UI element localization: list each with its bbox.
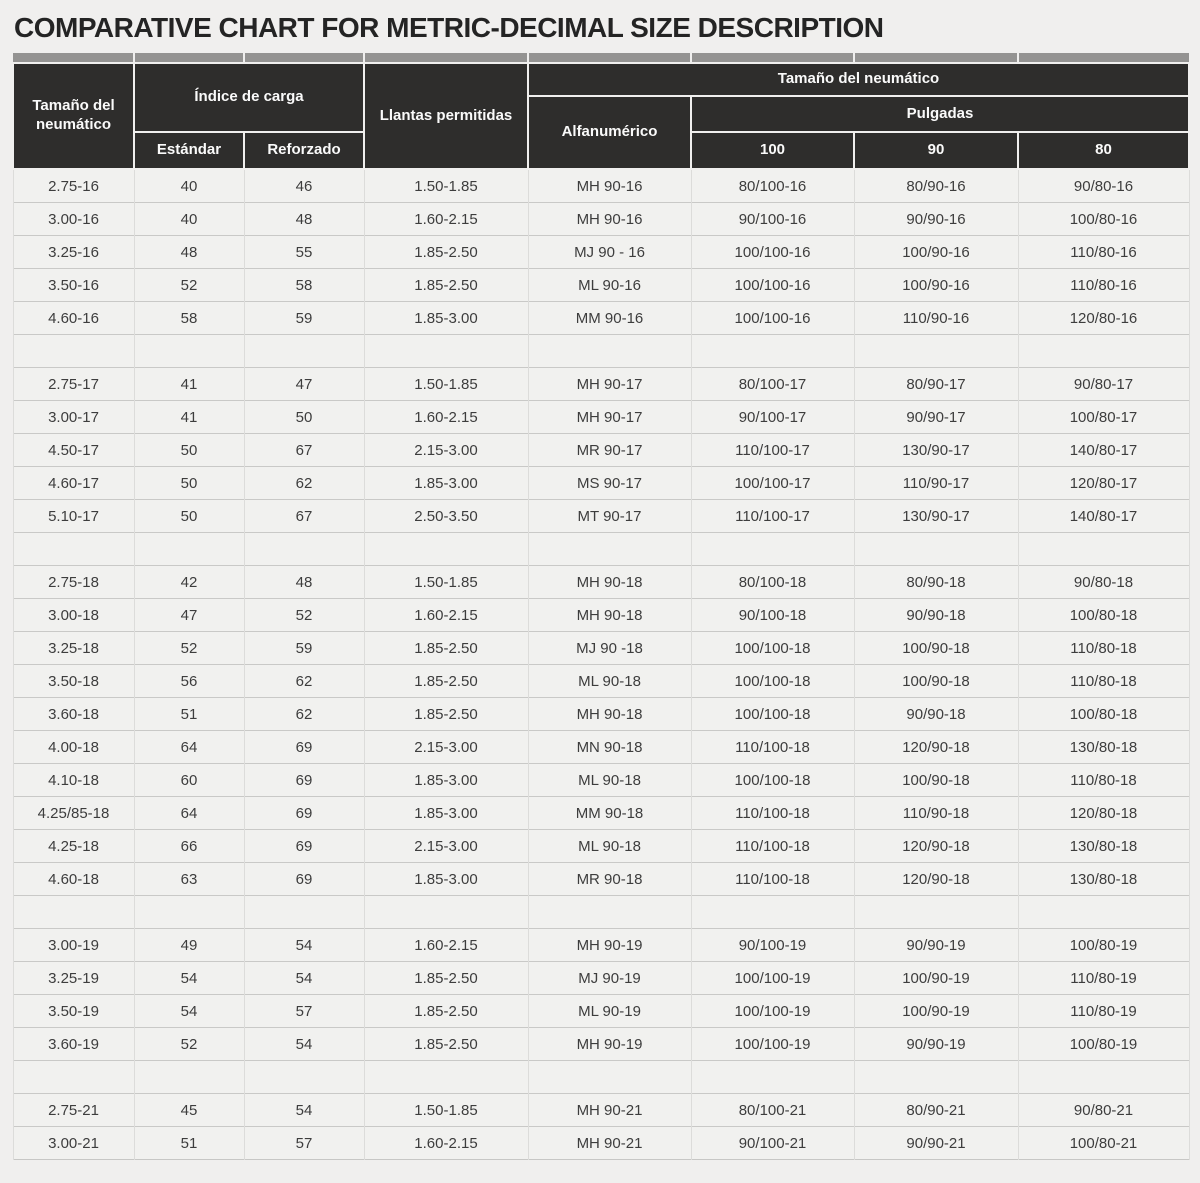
cell: 1.60-2.15 (364, 599, 528, 632)
cell: 100/80-19 (1018, 929, 1189, 962)
cell: 51 (134, 698, 244, 731)
cell: ML 90-18 (528, 665, 691, 698)
cell: 54 (244, 929, 364, 962)
spacer-cell (1018, 1061, 1189, 1094)
cell: 64 (134, 797, 244, 830)
spacer-cell (134, 1061, 244, 1094)
cell: 110/80-18 (1018, 764, 1189, 797)
cell: 40 (134, 203, 244, 236)
cell: 69 (244, 797, 364, 830)
spacer-cell (13, 335, 134, 368)
cell: 1.85-3.00 (364, 467, 528, 500)
cell: 100/80-18 (1018, 599, 1189, 632)
cell: 140/80-17 (1018, 500, 1189, 533)
table-row (13, 797, 1189, 830)
header-row-1 (13, 63, 1189, 96)
cell: 80/90-16 (854, 169, 1018, 203)
cell: 100/80-18 (1018, 698, 1189, 731)
cell: 90/90-19 (854, 929, 1018, 962)
cell: 2.15-3.00 (364, 434, 528, 467)
cell: 100/100-17 (691, 467, 854, 500)
cell: 1.85-3.00 (364, 797, 528, 830)
cell: 100/100-19 (691, 1028, 854, 1061)
spacer-cell (244, 335, 364, 368)
spacer-cell (1018, 533, 1189, 566)
cell: 80/90-17 (854, 368, 1018, 401)
cell: 120/90-18 (854, 731, 1018, 764)
cell: 90/90-18 (854, 599, 1018, 632)
cell: MH 90-21 (528, 1127, 691, 1160)
table-row (13, 1028, 1189, 1061)
spacer-cell (691, 335, 854, 368)
cell: 80/90-18 (854, 566, 1018, 599)
cell: 90/100-18 (691, 599, 854, 632)
table-row (13, 434, 1189, 467)
cell: 5.10-17 (13, 500, 134, 533)
cell: 1.50-1.85 (364, 368, 528, 401)
top-strip-cell (528, 53, 691, 63)
cell: 2.75-21 (13, 1094, 134, 1127)
col-header-inch-80: 80 (1018, 132, 1189, 169)
cell: 48 (244, 203, 364, 236)
cell: 1.85-2.50 (364, 632, 528, 665)
cell: 60 (134, 764, 244, 797)
cell: 3.50-19 (13, 995, 134, 1028)
top-strip-cell (134, 53, 244, 63)
col-header-tire-size-left: Tamaño del neumático (13, 63, 134, 169)
cell: 1.85-2.50 (364, 236, 528, 269)
cell: ML 90-18 (528, 830, 691, 863)
top-strip-cell (854, 53, 1018, 63)
cell: 130/90-17 (854, 434, 1018, 467)
cell: 1.85-2.50 (364, 962, 528, 995)
cell: 90/90-17 (854, 401, 1018, 434)
spacer-cell (134, 335, 244, 368)
table-row (13, 1127, 1189, 1160)
cell: 90/100-17 (691, 401, 854, 434)
cell: 54 (244, 962, 364, 995)
cell: 3.50-18 (13, 665, 134, 698)
cell: 3.25-18 (13, 632, 134, 665)
cell: 62 (244, 698, 364, 731)
cell: MH 90-17 (528, 401, 691, 434)
cell: 80/100-17 (691, 368, 854, 401)
cell: 100/80-21 (1018, 1127, 1189, 1160)
cell: MT 90-17 (528, 500, 691, 533)
cell: 49 (134, 929, 244, 962)
comparative-size-table (12, 53, 1190, 1160)
cell: 3.00-17 (13, 401, 134, 434)
cell: 59 (244, 302, 364, 335)
cell: 40 (134, 169, 244, 203)
cell: 1.50-1.85 (364, 566, 528, 599)
cell: 100/100-16 (691, 236, 854, 269)
spacer-cell (13, 533, 134, 566)
col-header-inch-90: 90 (854, 132, 1018, 169)
table-row (13, 995, 1189, 1028)
cell: 54 (134, 995, 244, 1028)
table-row (13, 302, 1189, 335)
cell: MH 90-18 (528, 566, 691, 599)
spacer-cell (1018, 896, 1189, 929)
spacer-cell (691, 1061, 854, 1094)
cell: 80/90-21 (854, 1094, 1018, 1127)
cell: 69 (244, 830, 364, 863)
cell: 110/80-19 (1018, 995, 1189, 1028)
col-header-inch-100: 100 (691, 132, 854, 169)
spacer-cell (244, 1061, 364, 1094)
table-row (13, 368, 1189, 401)
cell: 100/100-19 (691, 995, 854, 1028)
col-header-reinforced: Reforzado (244, 132, 364, 169)
cell: 90/100-19 (691, 929, 854, 962)
table-row (13, 169, 1189, 203)
table-row (13, 764, 1189, 797)
cell: 1.85-2.50 (364, 1028, 528, 1061)
cell: MN 90-18 (528, 731, 691, 764)
cell: 2.50-3.50 (364, 500, 528, 533)
cell: 4.25-18 (13, 830, 134, 863)
table-row (13, 731, 1189, 764)
spacer-cell (364, 533, 528, 566)
cell: 110/100-17 (691, 434, 854, 467)
cell: 120/80-17 (1018, 467, 1189, 500)
cell: 48 (134, 236, 244, 269)
spacer-cell (528, 896, 691, 929)
cell: 3.60-19 (13, 1028, 134, 1061)
cell: 50 (244, 401, 364, 434)
col-header-tire-size-right: Tamaño del neumático (528, 63, 1189, 96)
spacer-cell (364, 896, 528, 929)
cell: 4.25/85-18 (13, 797, 134, 830)
cell: MJ 90 - 16 (528, 236, 691, 269)
cell: MH 90-19 (528, 1028, 691, 1061)
spacer-cell (134, 896, 244, 929)
spacer-cell (528, 1061, 691, 1094)
cell: 3.00-19 (13, 929, 134, 962)
cell: 90/80-16 (1018, 169, 1189, 203)
cell: 64 (134, 731, 244, 764)
cell: 1.85-2.50 (364, 665, 528, 698)
cell: ML 90-16 (528, 269, 691, 302)
cell: 110/80-19 (1018, 962, 1189, 995)
cell: 63 (134, 863, 244, 896)
cell: 54 (244, 1028, 364, 1061)
spacer-cell (244, 896, 364, 929)
cell: 120/90-18 (854, 830, 1018, 863)
cell: 2.75-16 (13, 169, 134, 203)
cell: 50 (134, 467, 244, 500)
cell: 1.85-3.00 (364, 302, 528, 335)
cell: MM 90-18 (528, 797, 691, 830)
cell: 110/100-18 (691, 731, 854, 764)
cell: 62 (244, 665, 364, 698)
cell: 110/90-18 (854, 797, 1018, 830)
cell: 62 (244, 467, 364, 500)
cell: 90/80-17 (1018, 368, 1189, 401)
cell: 80/100-18 (691, 566, 854, 599)
spacer-cell (13, 896, 134, 929)
table-row (13, 566, 1189, 599)
table-row (13, 665, 1189, 698)
cell: MJ 90 -18 (528, 632, 691, 665)
cell: 67 (244, 434, 364, 467)
cell: 1.85-2.50 (364, 995, 528, 1028)
table-row (13, 1094, 1189, 1127)
spacer-row (13, 1061, 1189, 1094)
cell: 110/100-18 (691, 830, 854, 863)
cell: 110/80-18 (1018, 632, 1189, 665)
cell: MH 90-16 (528, 203, 691, 236)
spacer-cell (854, 335, 1018, 368)
cell: MM 90-16 (528, 302, 691, 335)
cell: 4.10-18 (13, 764, 134, 797)
cell: 100/100-16 (691, 269, 854, 302)
cell: 41 (134, 368, 244, 401)
cell: MH 90-21 (528, 1094, 691, 1127)
cell: 90/90-19 (854, 1028, 1018, 1061)
cell: ML 90-18 (528, 764, 691, 797)
table-row (13, 467, 1189, 500)
cell: 69 (244, 863, 364, 896)
cell: 100/80-16 (1018, 203, 1189, 236)
cell: ML 90-19 (528, 995, 691, 1028)
cell: MH 90-17 (528, 368, 691, 401)
cell: 45 (134, 1094, 244, 1127)
spacer-cell (854, 1061, 1018, 1094)
cell: 90/90-21 (854, 1127, 1018, 1160)
cell: 100/100-18 (691, 665, 854, 698)
cell: 130/80-18 (1018, 863, 1189, 896)
top-strip-cell (13, 53, 134, 63)
cell: 90/90-18 (854, 698, 1018, 731)
cell: 4.60-18 (13, 863, 134, 896)
spacer-cell (691, 533, 854, 566)
cell: 120/80-18 (1018, 797, 1189, 830)
cell: 58 (134, 302, 244, 335)
cell: 1.60-2.15 (364, 401, 528, 434)
cell: 4.50-17 (13, 434, 134, 467)
col-header-rims-allowed: Llantas permitidas (364, 63, 528, 169)
cell: 110/90-16 (854, 302, 1018, 335)
cell: 100/90-19 (854, 995, 1018, 1028)
cell: 110/80-18 (1018, 665, 1189, 698)
spacer-cell (854, 533, 1018, 566)
cell: 120/80-16 (1018, 302, 1189, 335)
cell: 110/80-16 (1018, 236, 1189, 269)
spacer-cell (1018, 335, 1189, 368)
cell: 130/80-18 (1018, 830, 1189, 863)
cell: 54 (244, 1094, 364, 1127)
cell: 56 (134, 665, 244, 698)
table-row (13, 929, 1189, 962)
cell: 67 (244, 500, 364, 533)
cell: 52 (134, 1028, 244, 1061)
cell: 54 (134, 962, 244, 995)
spacer-cell (244, 533, 364, 566)
table-row (13, 500, 1189, 533)
col-header-standard: Estándar (134, 132, 244, 169)
cell: 57 (244, 1127, 364, 1160)
top-strip (13, 53, 1189, 63)
cell: 1.60-2.15 (364, 203, 528, 236)
cell: 140/80-17 (1018, 434, 1189, 467)
cell: 2.15-3.00 (364, 830, 528, 863)
cell: 110/100-18 (691, 863, 854, 896)
cell: 4.60-16 (13, 302, 134, 335)
cell: 47 (244, 368, 364, 401)
cell: 2.75-17 (13, 368, 134, 401)
cell: 3.00-18 (13, 599, 134, 632)
spacer-cell (364, 335, 528, 368)
cell: 1.60-2.15 (364, 929, 528, 962)
cell: 52 (244, 599, 364, 632)
cell: MH 90-19 (528, 929, 691, 962)
table-row (13, 269, 1189, 302)
cell: 120/90-18 (854, 863, 1018, 896)
cell: 57 (244, 995, 364, 1028)
table-row (13, 236, 1189, 269)
cell: MJ 90-19 (528, 962, 691, 995)
cell: 1.60-2.15 (364, 1127, 528, 1160)
cell: 1.85-3.00 (364, 764, 528, 797)
top-strip-cell (364, 53, 528, 63)
spacer-cell (134, 533, 244, 566)
cell: 100/80-19 (1018, 1028, 1189, 1061)
cell: 48 (244, 566, 364, 599)
cell: 100/80-17 (1018, 401, 1189, 434)
col-header-alphanumeric: Alfanumérico (528, 96, 691, 169)
cell: 1.50-1.85 (364, 1094, 528, 1127)
cell: 100/100-18 (691, 632, 854, 665)
table-row (13, 632, 1189, 665)
cell: 1.85-2.50 (364, 698, 528, 731)
table-row (13, 203, 1189, 236)
top-strip-cell (691, 53, 854, 63)
cell: 90/100-21 (691, 1127, 854, 1160)
cell: 4.60-17 (13, 467, 134, 500)
cell: MS 90-17 (528, 467, 691, 500)
cell: 110/90-17 (854, 467, 1018, 500)
cell: 100/90-18 (854, 665, 1018, 698)
col-header-load-index: Índice de carga (134, 63, 364, 132)
cell: 130/80-18 (1018, 731, 1189, 764)
cell: 3.50-16 (13, 269, 134, 302)
table-row (13, 962, 1189, 995)
cell: 100/90-19 (854, 962, 1018, 995)
cell: 100/90-16 (854, 236, 1018, 269)
cell: 100/90-18 (854, 632, 1018, 665)
cell: 3.00-16 (13, 203, 134, 236)
cell: 66 (134, 830, 244, 863)
cell: 100/100-18 (691, 764, 854, 797)
cell: 50 (134, 500, 244, 533)
cell: 3.25-19 (13, 962, 134, 995)
spacer-cell (691, 896, 854, 929)
cell: 110/80-16 (1018, 269, 1189, 302)
table-row (13, 698, 1189, 731)
cell: 90/80-18 (1018, 566, 1189, 599)
cell: 52 (134, 269, 244, 302)
spacer-cell (854, 896, 1018, 929)
table-row (13, 830, 1189, 863)
cell: 42 (134, 566, 244, 599)
cell: MH 90-16 (528, 169, 691, 203)
cell: 59 (244, 632, 364, 665)
cell: 55 (244, 236, 364, 269)
cell: 3.25-16 (13, 236, 134, 269)
cell: 90/80-21 (1018, 1094, 1189, 1127)
top-strip-cell (244, 53, 364, 63)
cell: 58 (244, 269, 364, 302)
cell: 100/100-18 (691, 698, 854, 731)
cell: 41 (134, 401, 244, 434)
cell: 4.00-18 (13, 731, 134, 764)
cell: 1.50-1.85 (364, 169, 528, 203)
table-row (13, 401, 1189, 434)
cell: 110/100-18 (691, 797, 854, 830)
spacer-cell (364, 1061, 528, 1094)
cell: 69 (244, 731, 364, 764)
cell: 100/90-16 (854, 269, 1018, 302)
cell: 90/100-16 (691, 203, 854, 236)
cell: 1.85-2.50 (364, 269, 528, 302)
cell: 2.15-3.00 (364, 731, 528, 764)
cell: 47 (134, 599, 244, 632)
table-row (13, 863, 1189, 896)
cell: 130/90-17 (854, 500, 1018, 533)
cell: MR 90-18 (528, 863, 691, 896)
cell: MR 90-17 (528, 434, 691, 467)
cell: 51 (134, 1127, 244, 1160)
table-row (13, 599, 1189, 632)
cell: 80/100-21 (691, 1094, 854, 1127)
cell: 2.75-18 (13, 566, 134, 599)
spacer-cell (528, 335, 691, 368)
cell: 46 (244, 169, 364, 203)
spacer-cell (13, 1061, 134, 1094)
spacer-row (13, 533, 1189, 566)
cell: 1.85-3.00 (364, 863, 528, 896)
top-strip-cell (1018, 53, 1189, 63)
cell: 52 (134, 632, 244, 665)
cell: 90/90-16 (854, 203, 1018, 236)
cell: 3.00-21 (13, 1127, 134, 1160)
col-header-inches: Pulgadas (691, 96, 1189, 132)
cell: 3.60-18 (13, 698, 134, 731)
cell: MH 90-18 (528, 698, 691, 731)
cell: 100/100-16 (691, 302, 854, 335)
cell: 69 (244, 764, 364, 797)
cell: 80/100-16 (691, 169, 854, 203)
cell: 100/90-18 (854, 764, 1018, 797)
cell: 100/100-19 (691, 962, 854, 995)
cell: MH 90-18 (528, 599, 691, 632)
cell: 50 (134, 434, 244, 467)
spacer-cell (528, 533, 691, 566)
spacer-row (13, 896, 1189, 929)
spacer-row (13, 335, 1189, 368)
cell: 110/100-17 (691, 500, 854, 533)
page-title: COMPARATIVE CHART FOR METRIC-DECIMAL SIZE DESCRIPTION (14, 12, 884, 43)
